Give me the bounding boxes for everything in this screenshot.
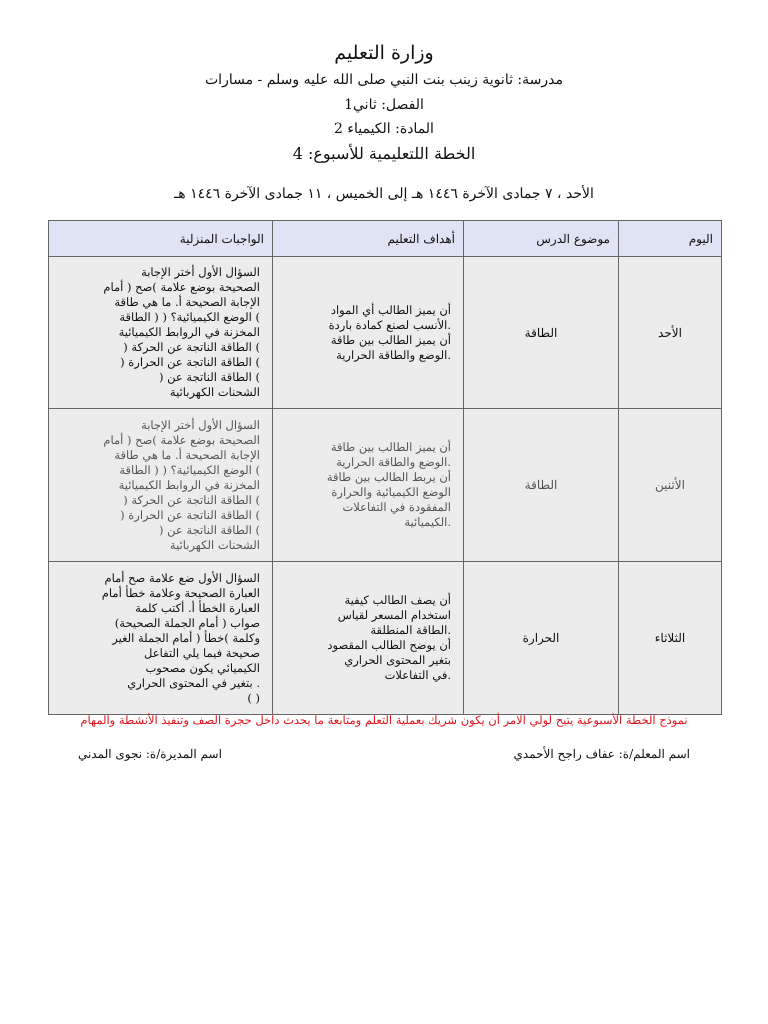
table-row: [49, 562, 722, 715]
weekly-plan-table: [48, 220, 722, 715]
table-header-row: [49, 221, 722, 257]
class-label: الفصل: ثاني1: [344, 97, 424, 113]
column-header-goals: أهداف التعليم: [273, 221, 464, 257]
homework-text: السؤال الأول ضع علامة صح أمام العبارة الصحيحة وعلامة خطأ أمام العبارة الخطأ أ. أكتب كلمة صواب ( أمام الجملة الصحيحة) وكلمة )خطأ ( أمام الجملة الغير صحيحة فيما يلي التفاعل الكيميائي يكون مصحوب . بتغير في المحتوى الحراري ( ): [101, 570, 260, 705]
column-header-homework: الواجبات المنزلية: [49, 221, 273, 257]
date-range: الأحد ، ٧ جمادى الآخرة ١٤٤٦ هـ إلى الخميس ، ١١ جمادى الآخرة ١٤٤٦ هـ: [174, 186, 594, 202]
day-cell: الأثنين: [619, 409, 722, 562]
school-name: مدرسة: ثانوية زينب بنت النبي صلى الله عليه وسلم - مسارات: [205, 72, 563, 88]
goals-cell: [273, 257, 464, 409]
table-row: [49, 409, 722, 562]
table-row: [49, 257, 722, 409]
goals-text: أن يميز الطالب بين طاقة .الوضع والطاقة الحرارية أن يربط الطالب بين طاقة الوضع الكيميائية والحرارة المفقودة في التفاعلات .الكيميائية: [326, 440, 451, 529]
homework-text: السؤال الأول أختر الإجابة الصحيحة بوضع علامة )صح ( أمام الإجابة الصحيحة أ. ما هي طاقة ) الوضع الكيميائية؟ ( ( الطاقة المخزنة في الروابط الكيميائية ) الطاقة الناتجة عن الحركة ( ) الطاقة الناتجة عن الحرارة ( ) الطاقة الناتجة عن ( الشحنات الكهربائية: [103, 265, 260, 399]
homework-cell: [49, 257, 273, 409]
day-cell: الثلاثاء: [619, 562, 722, 715]
principal-name: اسم المديرة/ة: نجوى المدني: [78, 747, 222, 761]
goals-cell: [273, 562, 464, 715]
plan-title: الخطة اللتعليمية للأسبوع: 4: [292, 144, 476, 163]
teacher-name: اسم المعلم/ة: عفاف راجح الأحمدي: [513, 747, 690, 761]
ministry-title: وزارة التعليم: [334, 42, 434, 64]
parent-note: نموذج الخطة الأسبوعية يتيح لولي الامر أن يكون شريك بعملية التعلم ومتابعة ما يحدث داخل حجرة الصف وتنفيذ الأنشطة والمهام: [80, 713, 688, 727]
topic-cell: الطاقة: [464, 409, 619, 562]
column-header-topic: موضوع الدرس: [464, 221, 619, 257]
goals-text: أن يميز الطالب أي المواد .الأنسب لصنع كمادة باردة أن يميز الطالب بين طاقة .الوضع والطاقة الحرارية: [328, 302, 451, 362]
goals-text: أن يصف الطالب كيفية استخدام المسعر لقياس .الطاقة المنطلقة أن يوضح الطالب المقصود بتغير المحتوى الحراري .في التفاعلات: [327, 593, 451, 682]
homework-text: السؤال الأول أختر الإجابة الصحيحة بوضع علامة )صح ( أمام الإجابة الصحيحة أ. ما هي طاقة ) الوضع الكيميائية؟ ( ( الطاقة المخزنة في الروابط الكيميائية ) الطاقة الناتجة عن الحركة ( ) الطاقة الناتجة عن الحرارة ( ) الطاقة الناتجة عن ( الشحنات الكهربائية: [103, 417, 260, 552]
topic-cell: الحرارة: [464, 562, 619, 715]
goals-cell: [273, 409, 464, 562]
topic-cell: الطاقة: [464, 257, 619, 409]
homework-cell: [49, 409, 273, 562]
day-cell: الأحد: [619, 257, 722, 409]
homework-cell: [49, 562, 273, 715]
column-header-day: اليوم: [619, 221, 722, 257]
subject-label: المادة: الكيمياء 2: [334, 121, 434, 137]
